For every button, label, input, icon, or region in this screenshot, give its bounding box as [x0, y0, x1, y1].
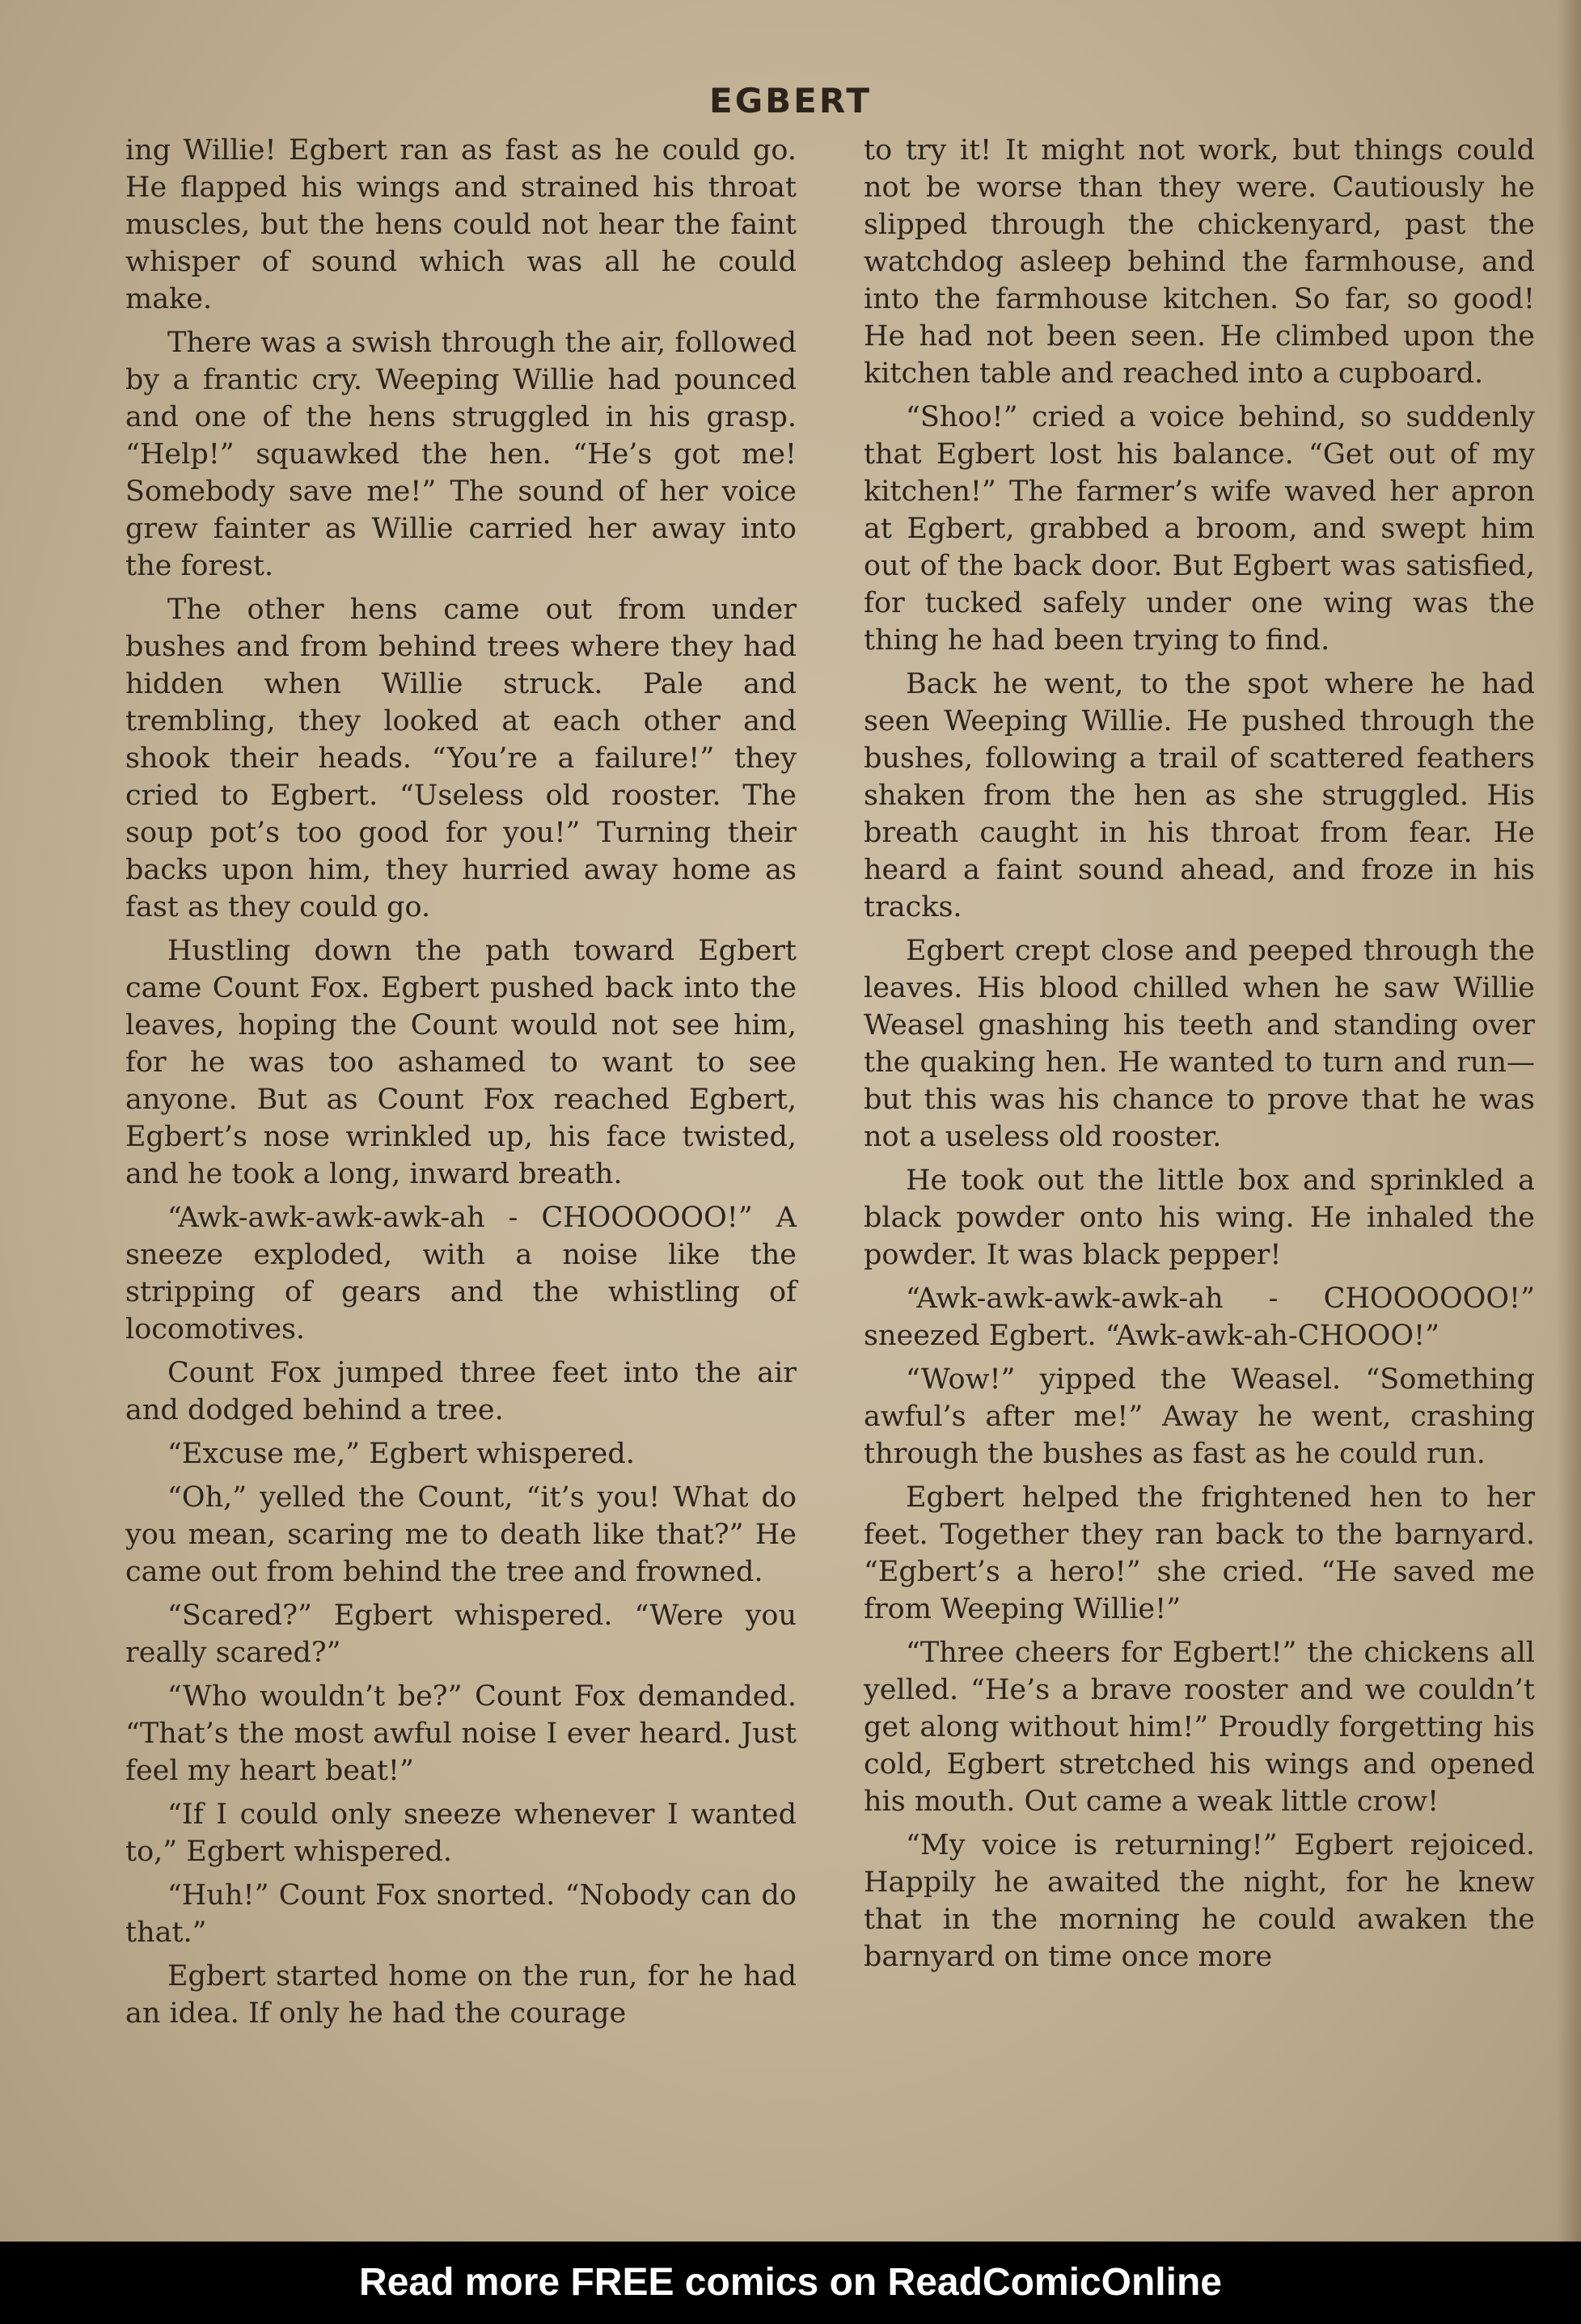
paragraph: “Three cheers for Egbert!” the chickens all yelled. “He’s a brave rooster and we couldn’t get along without him!” Proudly forgetting his cold, Egbert stretched his wings and opened his mouth. Out came a weak little crow!: [864, 1637, 1535, 1818]
page-title: EGBERT: [709, 81, 872, 120]
paragraph: Egbert started home on the run, for he had an idea. If only he had the courage: [125, 1960, 797, 2030]
paragraph: Egbert crept close and peeped through the leaves. His blood chilled when he saw Willie Weasel gnashing his teeth and standing over the quaking hen. He wanted to turn and run—but this was his chance to prove that he was not a useless old rooster.: [864, 935, 1535, 1153]
paragraph: “If I could only sneeze whenever I wanted to,” Egbert whispered.: [125, 1798, 797, 1868]
paragraph: “Awk-awk-awk-awk-ah - CHOOOOOO!” A sneeze exploded, with a noise like the stripping of gears and the whistling of locomotives.: [125, 1202, 797, 1346]
page-edge-shadow: [1557, 0, 1581, 2242]
paragraph: “Oh,” yelled the Count, “it’s you! What do you mean, scaring me to death like that?” He came out from behind the tree and frowned.: [125, 1481, 797, 1588]
paragraph: He took out the little box and sprinkled a black powder onto his wing. He inhaled the powder. It was black pepper!: [864, 1164, 1535, 1271]
paragraph: “Scared?” Egbert whispered. “Were you really scared?”: [125, 1599, 797, 1669]
paragraph: “Awk-awk-awk-awk-ah - CHOOOOOO!” sneezed Egbert. “Awk-awk-ah-CHOOO!”: [864, 1282, 1535, 1352]
paragraph: Back he went, to the spot where he had seen Weeping Willie. He pushed through the bushes, following a trail of scattered feathers shaken from the hen as she struggled. His breath caught in his throat from fear. He heard a faint sound ahead, and froze in his tracks.: [864, 668, 1535, 923]
paragraph: “My voice is returning!” Egbert rejoiced. Happily he awaited the night, for he knew that in the morning he could awaken the barnyard on time once more: [864, 1829, 1535, 1973]
text-column-left: [125, 132, 797, 2039]
paragraph: “Huh!” Count Fox snorted. “Nobody can do that.”: [125, 1879, 797, 1949]
paragraph: ing Willie! Egbert ran as fast as he could go. He flapped his wings and strained his throat muscles, but the hens could not hear the faint whisper of sound which was all he could make.: [125, 134, 797, 315]
paragraph: The other hens came out from under bushes and from behind trees where they had hidden when Willie struck. Pale and trembling, they looked at each other and shook their heads. “You’re a failure!” they cried to Egbert. “Useless old rooster. The soup pot’s too good for you!” Turning their backs upon him, they hurried away home as fast as they could go.: [125, 594, 797, 923]
paragraph: “Who wouldn’t be?” Count Fox demanded. “That’s the most awful noise I ever heard. Just feel my heart beat!”: [125, 1680, 797, 1787]
paragraph: Hustling down the path toward Egbert came Count Fox. Egbert pushed back into the leaves, hoping the Count would not see him, for he was too ashamed to want to see anyone. But as Count Fox reached Egbert, Egbert’s nose wrinkled up, his face twisted, and he took a long, inward breath.: [125, 935, 797, 1190]
footer-banner-link[interactable]: Read more FREE comics on ReadComicOnline: [0, 2242, 1581, 2324]
text-column-right: [864, 132, 1535, 1982]
paragraph: Egbert helped the frightened hen to her feet. Together they ran back to the barnyard. “Egbert’s a hero!” she cried. “He saved me from Weeping Willie!”: [864, 1481, 1535, 1625]
paragraph: There was a swish through the air, followed by a frantic cry. Weeping Willie had pounced and one of the hens struggled in his grasp. “Help!” squawked the hen. “He’s got me! Somebody save me!” The sound of her voice grew fainter as Willie carried her away into the forest.: [125, 327, 797, 582]
paragraph: “Excuse me,” Egbert whispered.: [167, 1438, 635, 1470]
paragraph: “Wow!” yipped the Weasel. “Something awful’s after me!” Away he went, crashing through the bushes as fast as he could run.: [864, 1363, 1535, 1470]
paragraph: “Shoo!” cried a voice behind, so suddenly that Egbert lost his balance. “Get out of my kitchen!” The farmer’s wife waved her apron at Egbert, grabbed a broom, and swept him out of the back door. But Egbert was satisfied, for tucked safely under one wing was the thing he had been trying to find.: [864, 401, 1535, 657]
paragraph: to try it! It might not work, but things could not be worse than they were. Cautiously he slipped through the chickenyard, past the watchdog asleep behind the farmhouse, and into the farmhouse kitchen. So far, so good! He had not been seen. He climbed upon the kitchen table and reached into a cupboard.: [864, 134, 1535, 390]
paragraph: Count Fox jumped three feet into the air and dodged behind a tree.: [125, 1357, 797, 1426]
